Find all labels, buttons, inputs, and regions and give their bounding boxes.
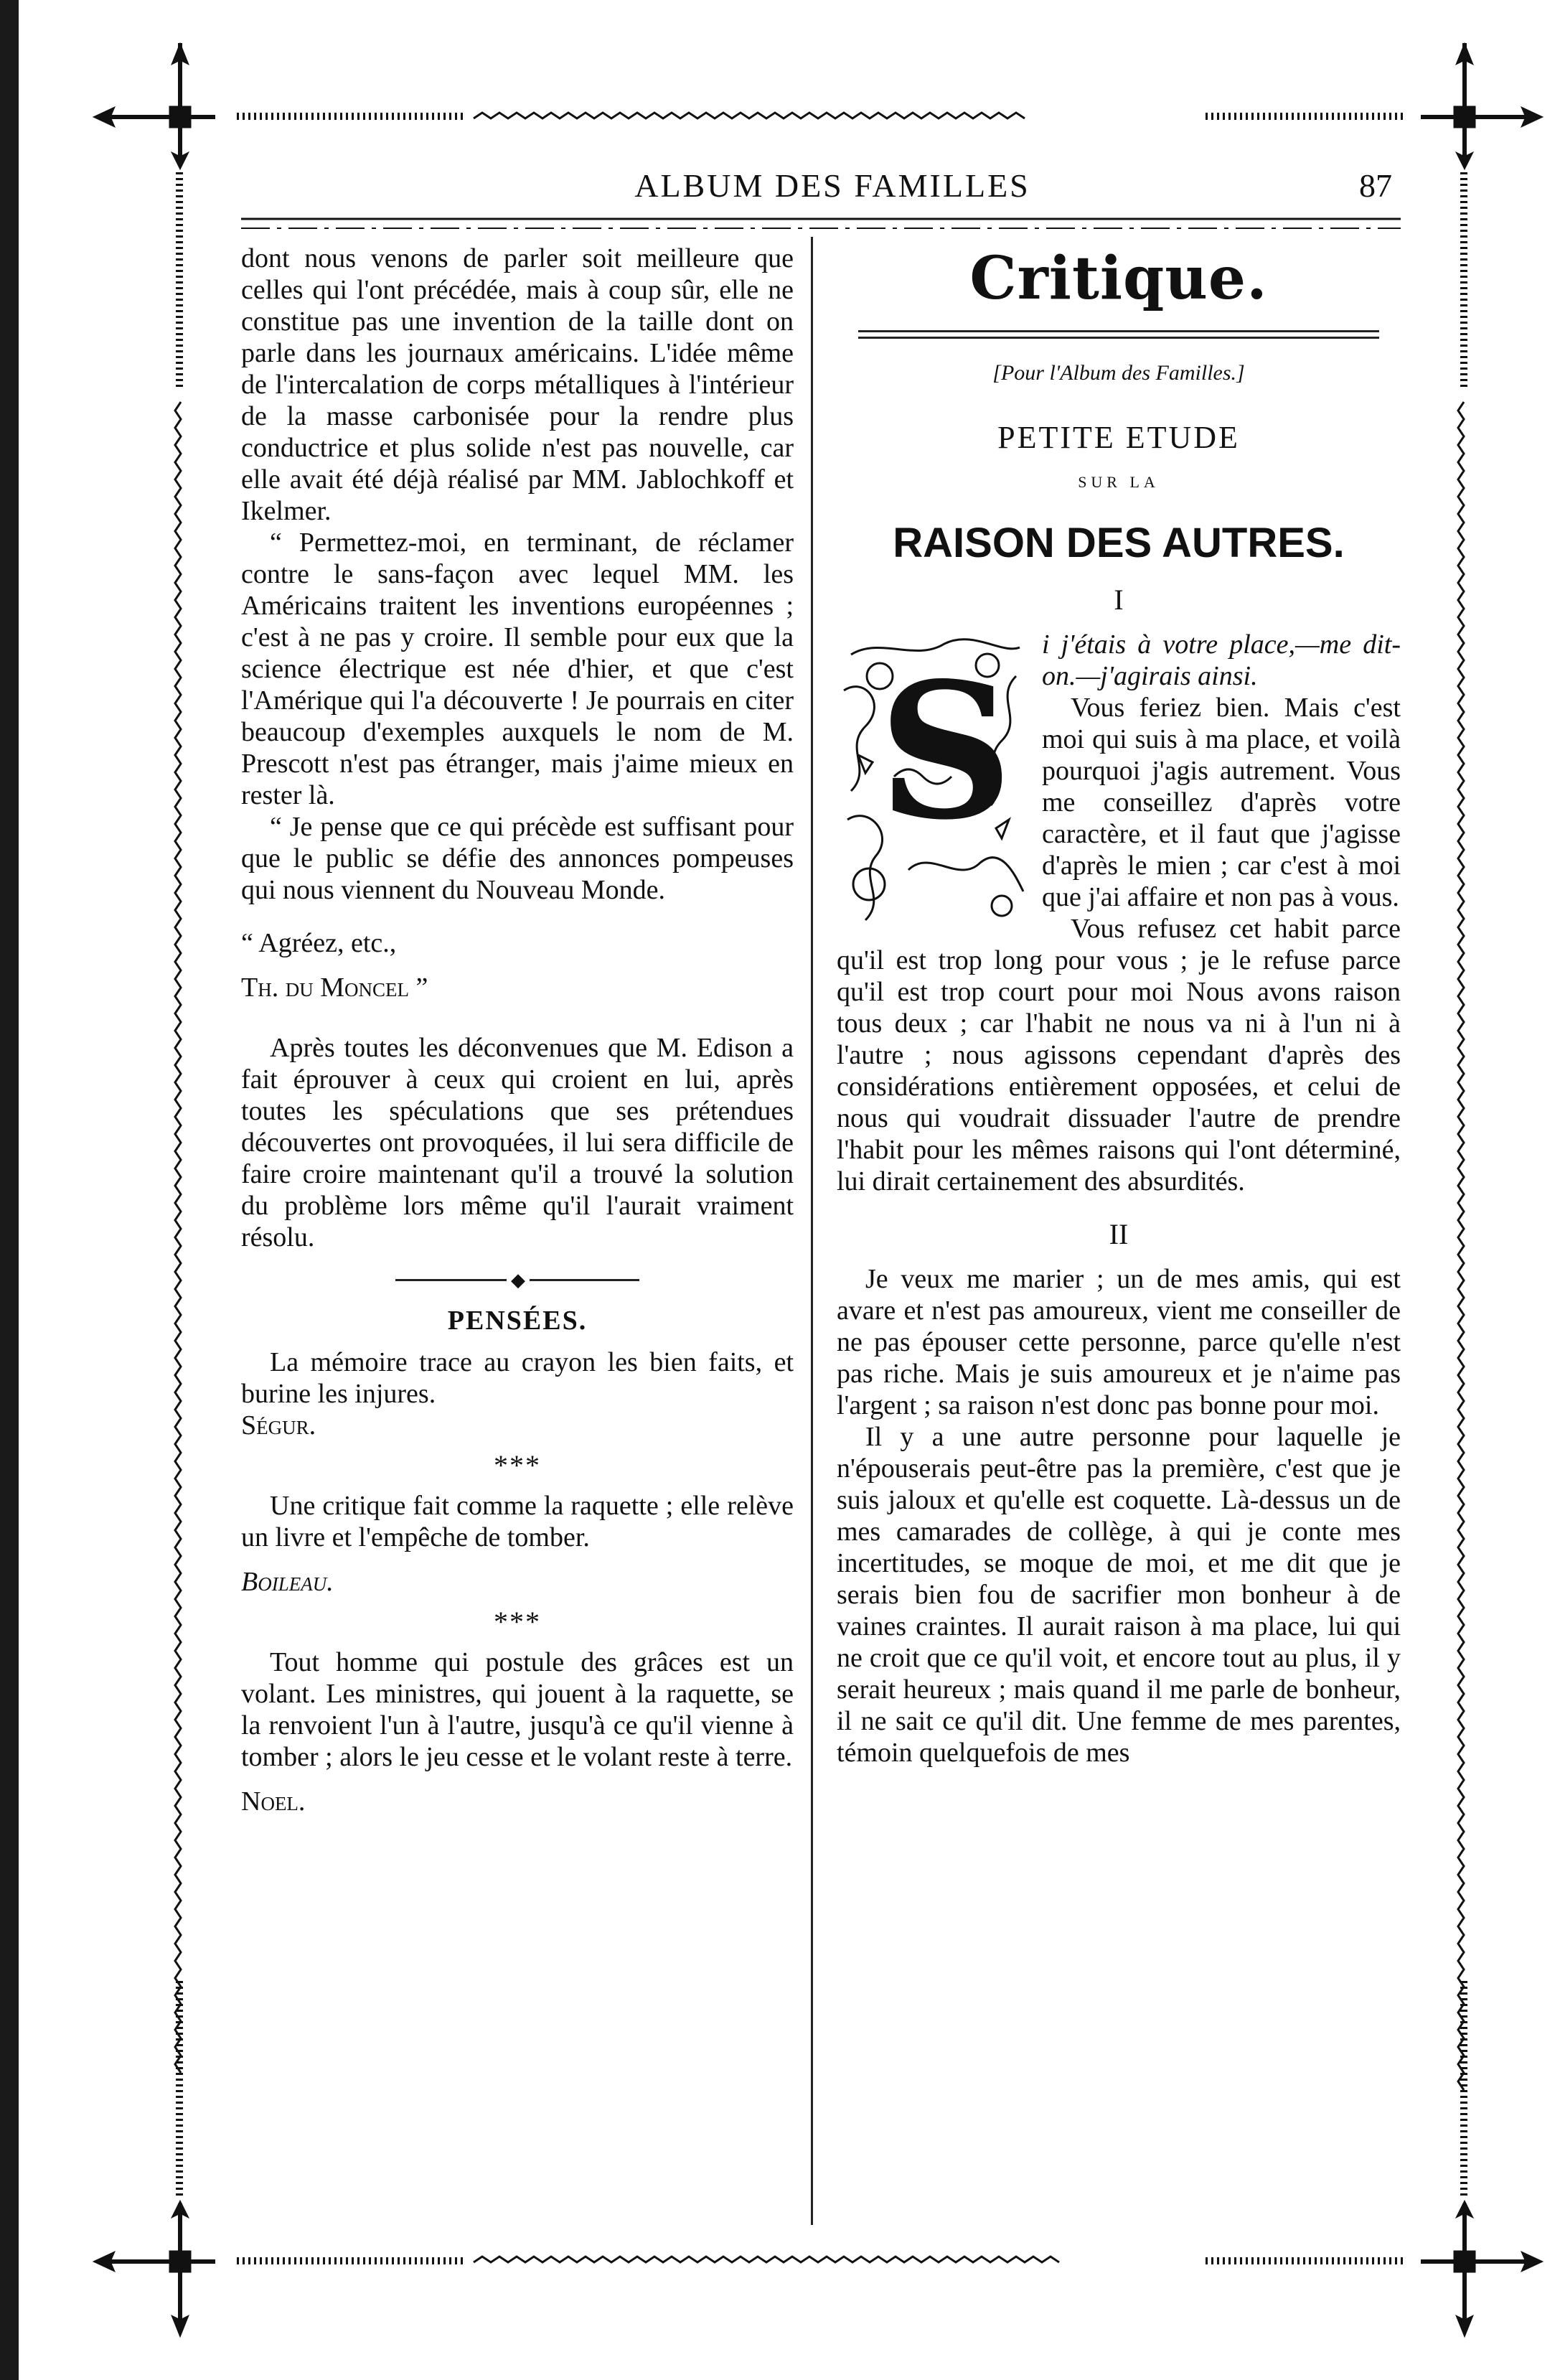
drop-cap-ornament: [837, 633, 1030, 934]
article-subtitle-connector: SUR LA: [1078, 473, 1160, 491]
part-numeral: II: [1109, 1218, 1129, 1250]
pensee-author: Noel.: [241, 1786, 306, 1817]
pensee-text: Tout homme qui postule des grâces est un volant. Les ministres, qui jouent à la raquette, se la renvoient l'un à l'autre, jusqu'à ce qu'il vienne à tomber ; alors le jeu cesse et le volant reste à terre.: [241, 1647, 794, 1772]
article-title: RAISON DES AUTRES.: [893, 520, 1345, 566]
page-number: 87: [1359, 167, 1392, 204]
pensee-text: La mémoire trace au crayon les bien faits, et burine les injures.: [241, 1347, 794, 1409]
paragraph: Je veux me marier ; un de mes amis, qui est avare et n'est pas amoureux, vient me conseiller de ne pas épouser cette personne, parce qu'elle n'est pas riche. Mais je suis amoureux et je n'aime pas l'argent ; sa raison n'est donc pas bonne pour moi.: [837, 1264, 1401, 1420]
paragraph: dont nous venons de parler soit meilleure que celles qui l'ont précédée, mais à coup sûr, elle ne constitue pas une invention de la taille dont on parle dans les journaux américains. L'idée même de l'intercalation de corps métalliques à l'intérieur de la masse carbonisée pour la rendre plus conductrice et plus solide n'est pas nouvelle, car elle avait été déjà réalisé par MM. Jablochkoff et Ikelmer.: [241, 243, 794, 526]
left-column: [241, 243, 794, 1817]
pensee-text: Une critique fait comme la raquette ; elle relève un livre et l'empêche de tomber.: [241, 1491, 794, 1552]
section-title: Critique.: [969, 244, 1268, 313]
section-separator: [395, 1275, 639, 1285]
letter-closing: “ Agréez, etc.,: [241, 928, 397, 958]
asterism: ***: [494, 1606, 541, 1638]
paragraph: “ Permettez-moi, en terminant, de réclamer contre le sans-façon avec lequel MM. les Américains traitent les inventions européennes ; c'est à ne pas y croire. Il semble pour eux que la science électrique est née d'hier, et que c'est l'Amérique qui l'a découverte ! Je pourrais en citer beaucoup d'exemples auxquels le nom de M. Prescott n'est pas étranger, mais j'aime mieux en rester là.: [241, 528, 794, 810]
paragraph: Vous feriez bien. Mais c'est moi qui suis à ma place, et voilà pourquoi j'agis autrement. Vous me conseillez d'après votre caractère, et il faut que j'agisse d'après le mien ; car c'est à moi que j'ai affaire et non pas à vous.: [1042, 693, 1401, 912]
part-numeral: I: [1114, 584, 1124, 616]
pensee-author: Ségur.: [241, 1410, 316, 1440]
article-subtitle: PETITE ETUDE: [997, 420, 1240, 455]
part-one: [837, 629, 1401, 913]
paragraph: Il y a une autre personne pour laquelle je n'épouserais peut-être pas la première, c'est que je suis jaloux et qu'elle est coquette. Là-dessus un de mes camarades de collège, à qui je conte mes incertitudes, se moque de moi, et me dit que je serais bien fou de sacrifier mon bonheur à de vaines craintes. Il aurait raison à ma place, lui qui ne croit que ce qu'il voit, et encore tout au plus, il y serait heureux ; mais quand il me parle de bonheur, il ne sait ce qu'il dit. Une femme de mes parentes, témoin quelquefois de mes: [837, 1422, 1401, 1768]
pensees-heading: PENSÉES.: [447, 1306, 588, 1336]
title-rule: [858, 330, 1379, 339]
running-title: ALBUM DES FAMILLES: [634, 167, 1030, 204]
asterism: ***: [494, 1449, 541, 1481]
pensee-author: Boileau.: [241, 1567, 334, 1597]
source-note: [Pour l'Album des Familles.]: [992, 361, 1245, 385]
paragraph: i j'étais à votre place,—me dit-on.—j'agirais ainsi.: [1042, 629, 1401, 691]
paragraph: “ Je pense que ce qui précède est suffisant pour que le public se défie des annonces pompeuses qui nous viennent du Nouveau Monde.: [241, 812, 794, 905]
letter-signature: Th. du Moncel ”: [241, 973, 428, 1003]
paragraph: Vous refusez cet habit parce qu'il est trop long pour vous ; je le refuse parce qu'il est trop court pour moi Nous avons raison tous deux ; car l'habit ne nous va ni à l'un ni à l'autre ; nous agissons cependant d'après des considérations entièrement opposées, et celui de nous qui voudrait dissuader l'autre de prendre l'habit pour les mêmes raisons qui l'ont déterminé, lui dirait certainement des absurdités.: [837, 914, 1401, 1196]
paragraph: Après toutes les déconvenues que M. Edison a fait éprouver à ceux qui croient en lui, après toutes les spéculations que ses prétendues découvertes ont provoquées, il lui sera difficile de faire croire maintenant qu'il a trouvé la solution du problème lors même qu'il l'aurait vraiment résolu.: [241, 1033, 794, 1252]
drop-cap-letter: S: [878, 642, 1013, 861]
right-column: [837, 243, 1401, 1768]
column-divider: [811, 237, 813, 2225]
